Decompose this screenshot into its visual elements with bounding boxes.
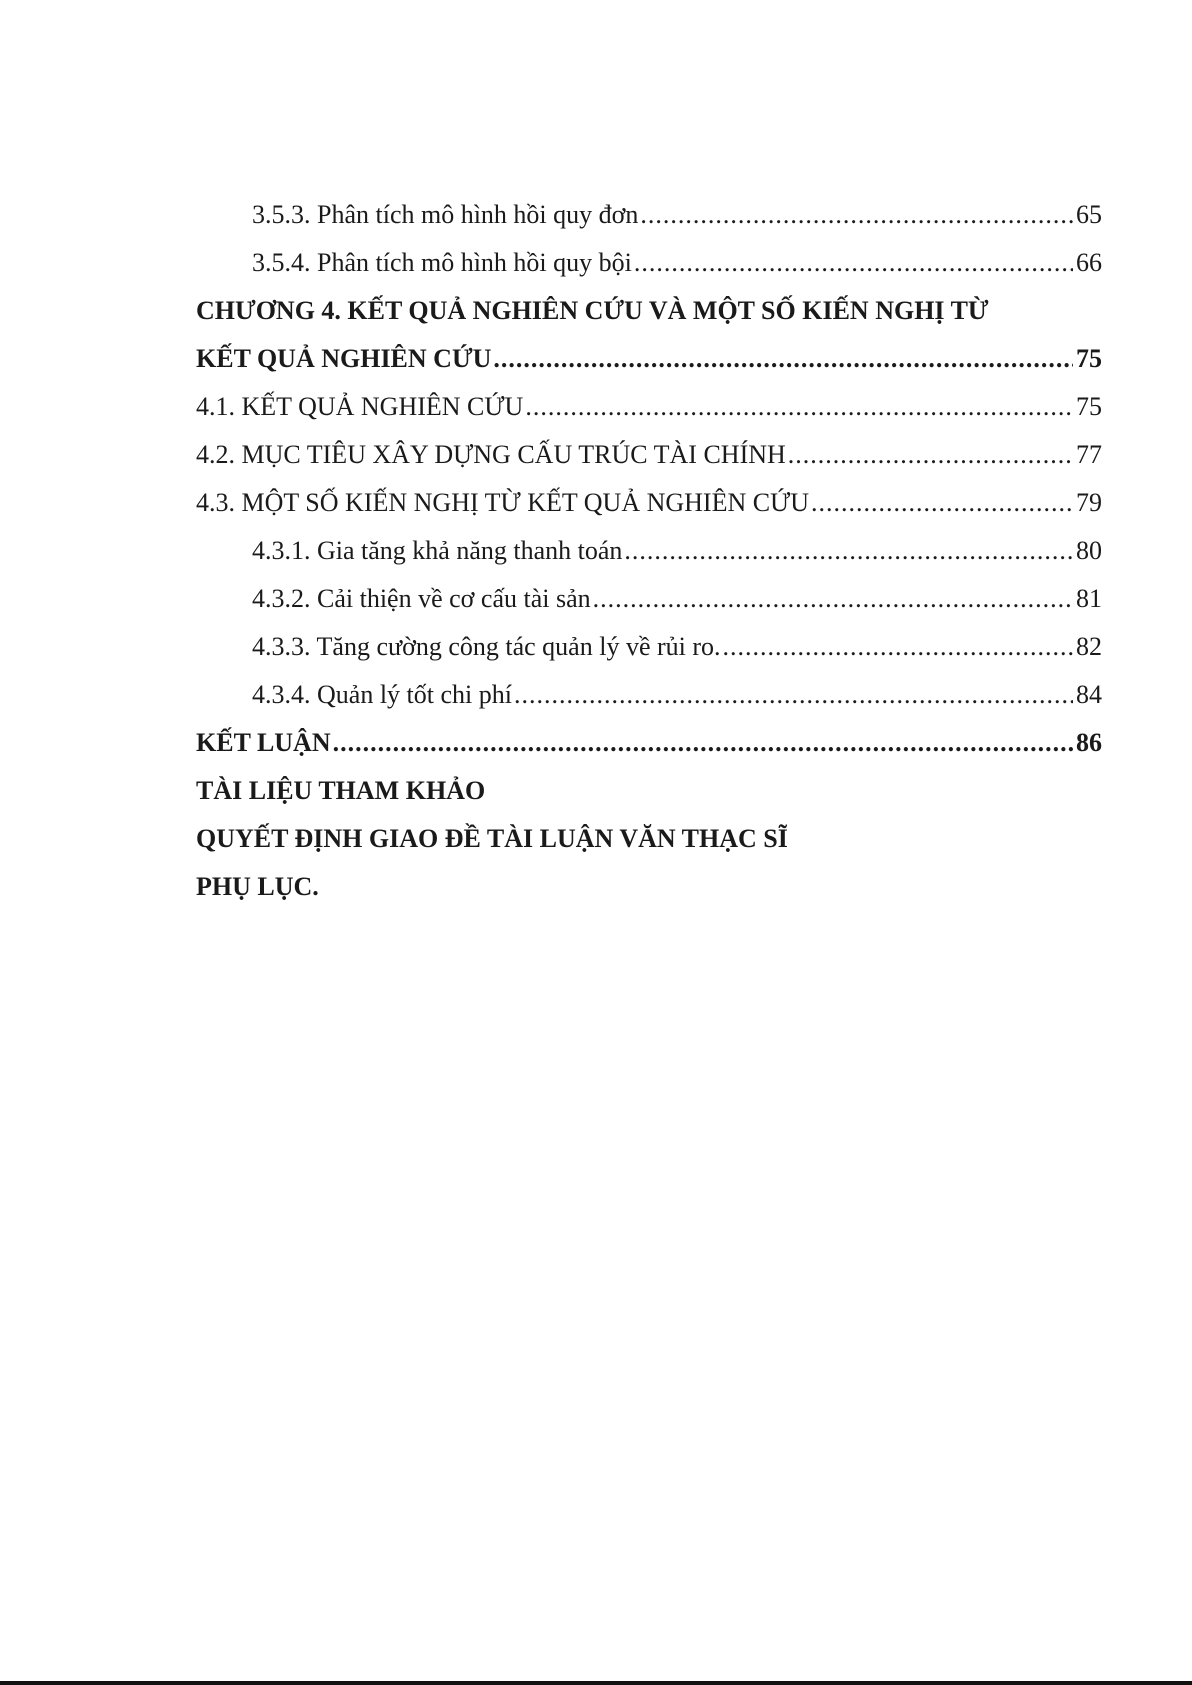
toc-entry-conclusion (196, 719, 1102, 767)
dot-leader (634, 239, 1073, 287)
dot-leader (593, 575, 1073, 623)
dot-leader (723, 623, 1073, 671)
dot-leader (811, 479, 1073, 527)
toc-entry-page: 65 (1076, 200, 1102, 229)
toc-entry-title: 4.1. KẾT QUẢ NGHIÊN CỨU (196, 392, 524, 421)
toc-entry-page: 81 (1076, 584, 1102, 613)
toc-entry-page: 75 (1076, 344, 1102, 373)
toc-entry-4-3-3 (196, 623, 1102, 671)
toc-entry-title: 4.2. MỤC TIÊU XÂY DỰNG CẤU TRÚC TÀI CHÍNH (196, 440, 786, 469)
toc-entry-title: 4.3.3. Tăng cường công tác quản lý về rủi ro. (252, 632, 721, 661)
toc-entry-page: 80 (1076, 536, 1102, 565)
table-of-contents (196, 191, 1102, 911)
dot-leader (493, 335, 1073, 383)
toc-entry-title: 3.5.3. Phân tích mô hình hồi quy đơn (252, 200, 639, 229)
toc-entry-3-5-3 (196, 191, 1102, 239)
toc-entry-page: 77 (1076, 440, 1102, 469)
toc-entry-4-3-2 (196, 575, 1102, 623)
page-bottom-edge (0, 1681, 1192, 1685)
toc-entry-page: 86 (1076, 728, 1102, 757)
dot-leader (333, 719, 1073, 767)
toc-entry-references (196, 767, 1102, 815)
toc-entry-title: TÀI LIỆU THAM KHẢO (196, 776, 486, 805)
toc-entry-title: KẾT QUẢ NGHIÊN CỨU (196, 344, 492, 373)
toc-entry-title: 3.5.4. Phân tích mô hình hồi quy bội (252, 248, 632, 277)
toc-entry-title: 4.3.2. Cải thiện về cơ cấu tài sản (252, 584, 591, 613)
toc-entry-page: 75 (1076, 392, 1102, 421)
toc-entry-title: QUYẾT ĐỊNH GIAO ĐỀ TÀI LUẬN VĂN THẠC SĨ (196, 824, 788, 853)
dot-leader (788, 431, 1073, 479)
toc-entry-4-2 (196, 431, 1102, 479)
toc-entry-title: 4.3.1. Gia tăng khả năng thanh toán (252, 536, 623, 565)
toc-entry-title: KẾT LUẬN (196, 728, 331, 757)
toc-entry-title: CHƯƠNG 4. KẾT QUẢ NGHIÊN CỨU VÀ MỘT SỐ KIẾN NGHỊ TỪ (196, 296, 989, 325)
toc-entry-page: 79 (1076, 488, 1102, 517)
toc-entry-title: 4.3.4. Quản lý tốt chi phí (252, 680, 512, 709)
toc-entry-page: 66 (1076, 248, 1102, 277)
toc-chapter-4-heading (196, 287, 1102, 335)
toc-entry-3-5-4 (196, 239, 1102, 287)
toc-entry-4-3 (196, 479, 1102, 527)
dot-leader (640, 191, 1073, 239)
dot-leader (514, 671, 1073, 719)
dot-leader (525, 383, 1073, 431)
toc-entry-4-1 (196, 383, 1102, 431)
toc-entry-4-3-4 (196, 671, 1102, 719)
dot-leader (624, 527, 1073, 575)
toc-entry-4-3-1 (196, 527, 1102, 575)
toc-entry-title: PHỤ LỤC. (196, 872, 319, 901)
toc-entry-thesis-decision (196, 815, 1102, 863)
toc-entry-appendix (196, 863, 1102, 911)
toc-entry-title: 4.3. MỘT SỐ KIẾN NGHỊ TỪ KẾT QUẢ NGHIÊN CỨU (196, 488, 810, 517)
toc-entry-page: 84 (1076, 680, 1102, 709)
toc-entry-page: 82 (1076, 632, 1102, 661)
toc-chapter-4-heading-cont (196, 335, 1102, 383)
